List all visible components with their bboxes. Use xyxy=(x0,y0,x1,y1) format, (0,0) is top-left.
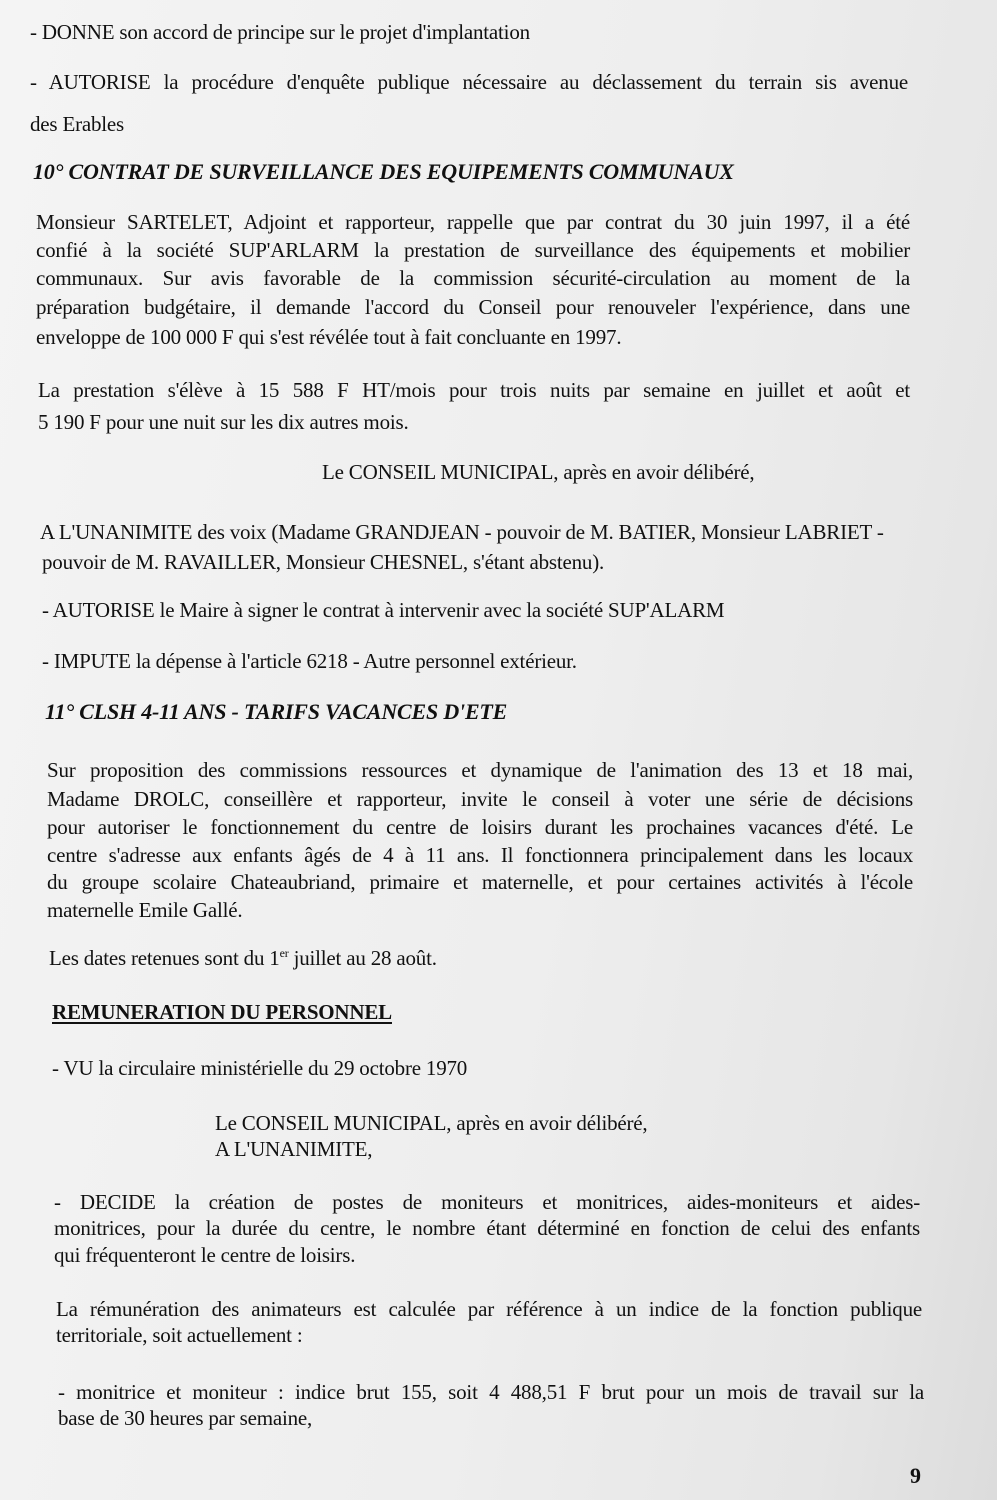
decision-autorise-maire: - AUTORISE le Maire à signer le contrat à intervenir avec la société SUP'ALARM xyxy=(42,598,725,622)
paragraph-clsh-line-4: centre s'adresse aux enfants âgés de 4 à 11 ans. Il fonctionnera principalement dans les locaux xyxy=(47,843,913,867)
vu-circulaire: - VU la circulaire ministérielle du 29 octobre 1970 xyxy=(52,1056,468,1080)
dates-retenues xyxy=(49,946,437,970)
paragraph-clsh-line-1: Sur proposition des commissions ressources et dynamique de l'animation des 13 et 18 mai, xyxy=(47,758,913,782)
paragraph-prestation-line-2: 5 190 F pour une nuit sur les dix autres mois. xyxy=(38,410,409,434)
decision-decide-line-3: qui fréquenteront le centre de loisirs. xyxy=(54,1243,356,1267)
paragraph-clsh-line-5: du groupe scolaire Chateaubriand, primaire et maternelle, et pour certaines activités à l'école xyxy=(47,870,913,894)
paragraph-sartelet-line-2: confié à la société SUP'ARLARM la prestation de surveillance des équipements et mobilier xyxy=(36,238,910,262)
paragraph-clsh-line-2: Madame DROLC, conseillère et rapporteur, invite le conseil à voter une série de décisions xyxy=(47,787,913,811)
conseil-deliberation-2: Le CONSEIL MUNICIPAL, après en avoir délibéré, xyxy=(215,1111,648,1135)
section-heading-11: 11° CLSH 4-11 ANS - TARIFS VACANCES D'ETE xyxy=(45,699,508,724)
paragraph-prestation-line-1: La prestation s'élève à 15 588 F HT/mois pour trois nuits par semaine en juillet et août et xyxy=(38,378,910,402)
conseil-deliberation-1: Le CONSEIL MUNICIPAL, après en avoir délibéré, xyxy=(322,460,755,484)
decision-autorise-enquete-cont: des Erables xyxy=(30,112,125,136)
paragraph-sartelet-line-5: enveloppe de 100 000 F qui s'est révélée tout à fait concluante en 1997. xyxy=(36,325,622,349)
moniteur-line-1: - monitrice et moniteur : indice brut 155, soit 4 488,51 F brut pour un mois de travail sur la xyxy=(58,1380,924,1404)
vote-result-line-2: pouvoir de M. RAVAILLER, Monsieur CHESNEL, s'étant abstenu). xyxy=(42,550,605,574)
paragraph-sartelet-line-1: Monsieur SARTELET, Adjoint et rapporteur, rappelle que par contrat du 30 juin 1997, il a été xyxy=(36,210,910,234)
unanimite-2: A L'UNANIMITE, xyxy=(215,1137,373,1161)
decision-impute: - IMPUTE la dépense à l'article 6218 - Autre personnel extérieur. xyxy=(42,649,577,673)
paragraph-clsh-line-6: maternelle Emile Gallé. xyxy=(47,898,243,922)
paragraph-sartelet-line-3: communaux. Sur avis favorable de la commission sécurité-circulation au moment de la xyxy=(36,266,910,290)
decision-decide-line-1: - DECIDE la création de postes de moniteurs et monitrices, aides-moniteurs et aides- xyxy=(54,1190,920,1214)
vote-result-line-1: A L'UNANIMITE des voix (Madame GRANDJEAN - pouvoir de M. BATIER, Monsieur LABRIET - xyxy=(40,520,884,544)
decision-decide-line-2: monitrices, pour la durée du centre, le nombre étant déterminé en fonction de celui des enfants xyxy=(54,1216,920,1240)
section-heading-10: 10° CONTRAT DE SURVEILLANCE DES EQUIPEMENTS COMMUNAUX xyxy=(33,159,734,184)
page-number: 9 xyxy=(910,1463,921,1488)
paragraph-clsh-line-3: pour autoriser le fonctionnement du centre de loisirs durant les prochaines vacances d'été. Le xyxy=(47,815,913,839)
dates-superscript: er xyxy=(279,946,289,960)
remuneration-line-1: La rémunération des animateurs est calculée par référence à un indice de la fonction publique xyxy=(56,1297,922,1321)
decision-autorise-enquete: - AUTORISE la procédure d'enquête publique nécessaire au déclassement du terrain sis avenue xyxy=(30,70,908,94)
remuneration-line-2: territoriale, soit actuellement : xyxy=(56,1323,303,1347)
decision-donne: - DONNE son accord de principe sur le projet d'implantation xyxy=(30,20,530,44)
dates-retenues-text-end: juillet au 28 août. xyxy=(288,946,437,970)
dates-retenues-text: Les dates retenues sont du 1 xyxy=(49,946,280,970)
paragraph-sartelet-line-4: préparation budgétaire, il demande l'accord du Conseil pour renouveler l'expérience, dans une xyxy=(36,295,910,319)
section-heading-remuneration: REMUNERATION DU PERSONNEL xyxy=(52,1000,392,1024)
moniteur-line-2: base de 30 heures par semaine, xyxy=(58,1406,313,1430)
